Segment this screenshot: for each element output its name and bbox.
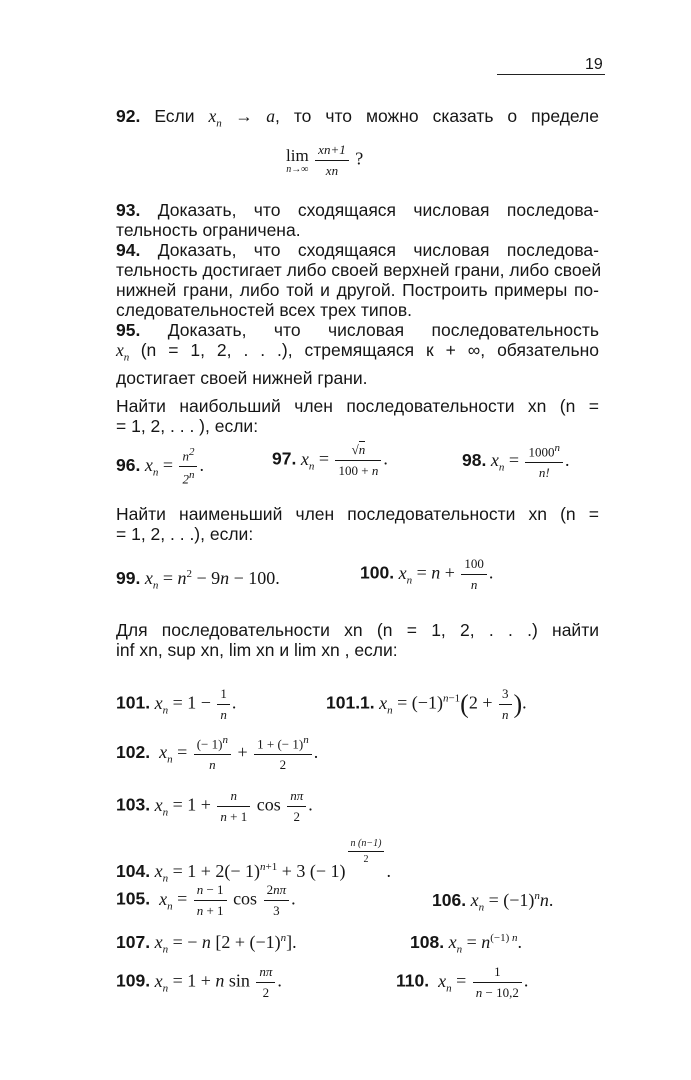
formula-107: 107. $x_n$ = − n $[2 + (-1)^n]$.: [116, 932, 297, 956]
problem-number: 92.: [116, 106, 141, 126]
formula-label: 110.: [396, 970, 430, 991]
formula-101: 101. $x_n = 1$ − $\frac{1}{n}$ .: [116, 686, 237, 722]
formula-label: 98.: [462, 449, 487, 470]
problem-93-line2: тельность ограничена.: [116, 220, 301, 240]
formula-label: 102.: [116, 741, 151, 762]
problem-number: 95.: [116, 320, 141, 340]
problem-number: 94.: [116, 240, 141, 260]
formula-label: 109.: [116, 970, 151, 991]
instruction-min-line2: = 1, 2, . . .), если:: [116, 524, 254, 544]
instruction-min: [116, 504, 599, 544]
formula-label: 101.1.: [326, 692, 375, 713]
instruction-infsup-line1: Для последовательности xn (n = 1, 2, . . .) найти: [116, 620, 599, 640]
problem-95-line2: (n = 1, 2, . . .), стремящаяся к + ∞, обязательно: [140, 340, 599, 360]
formula-108: 108. $x_n = n^{(-1) n}$.: [410, 932, 522, 956]
formula-103: 103. $x_n = 1$ + $\frac{n}{n + 1}$ cos $\frac{n\pi}{2}$ .: [116, 788, 313, 824]
header-rule: [497, 74, 605, 75]
formula-106: 106. $x_n = (-1)^nn$.: [432, 890, 554, 914]
problem-92-text-a: Если: [154, 106, 209, 126]
formula-109: 109. $x_n = 1 + n$ sin $\frac{n\pi}{2}$ .: [116, 964, 282, 1000]
formula-102: 102. $x_n$ = $\frac{(- 1)^n}{n}$ + $\frac{1 + (- 1)^n}{2}$ .: [116, 734, 319, 773]
formula-label: 96.: [116, 454, 141, 475]
problem-number: 93.: [116, 200, 141, 220]
formula-97: 97. $x_n$ = $\frac{√n}{100 + n}$ .: [272, 442, 388, 478]
problem-94-line1: Доказать, что сходящаяся числовая последова-: [157, 240, 599, 260]
formula-label: 99.: [116, 568, 141, 588]
formula-96: 96. $x_n$ = $\frac{n^2}{2^n}$ .: [116, 446, 204, 487]
problem-95-line1: Доказать, что числовая последовательность: [167, 320, 599, 340]
formula-label: 106.: [432, 890, 467, 910]
frac-denominator: xn: [315, 160, 349, 179]
problem-94: [116, 240, 602, 320]
lim-subscript: n→∞: [286, 164, 309, 175]
problem-95: 95. Доказать, что числовая последовательность $x_n$ (n = 1, 2, . . .), стремящаяся к + ∞, обязательно достигает своей нижней грани.: [116, 320, 599, 388]
formula-105: 105. $x_n$ = $\frac{n - 1}{n + 1}$ cos $\frac{2n\pi}{3}$ .: [116, 882, 296, 918]
formula-98: 98. $x_n$ = $\frac{1000^n}{n!}$ .: [462, 442, 570, 481]
question-mark: ?: [355, 148, 364, 169]
instruction-max-line1: Найти наибольший член последовательности xn (n =: [116, 396, 599, 416]
instruction-max-line2: = 1, 2, . . . ), если:: [116, 416, 259, 436]
formula-label: 97.: [272, 448, 297, 469]
formula-label: 107.: [116, 932, 151, 952]
formula-110: 110. $x_n$ = $\frac{1}{n - 10,2}$ .: [396, 964, 529, 1000]
formula-label: 108.: [410, 932, 445, 952]
page-number: 19: [585, 56, 603, 73]
formula-label: 105.: [116, 888, 151, 909]
formula-101-1: 101.1. $x_n = (-1)^{n-1}(2$ + $\frac{3}{n}$ ).: [326, 686, 527, 722]
instruction-infsup-line2: inf xn, sup xn, lim xn и lim xn , если:: [116, 640, 398, 660]
problem-94-line3: нижней грани, либо той и другой. Построить примеры по-: [116, 280, 599, 300]
formula-label: 104.: [116, 861, 151, 881]
formula-100: 100. $x_n = n$ + $\frac{100}{n}$ .: [360, 556, 494, 592]
problem-94-line2: тельность достигает либо своей верхней грани, либо своей: [116, 260, 602, 280]
problem-92-text-b: , то что можно сказать о пределе: [275, 106, 599, 126]
formula-99: 99. $x_n = n^2 - 9n - 100$.: [116, 568, 280, 592]
formula-label: 101.: [116, 692, 151, 713]
limit-formula-92: [286, 142, 363, 179]
lim-word: lim: [286, 146, 309, 165]
formula-104: 104. $x_n = 1 + 2(- 1)^{n+1} + 3$ (− 1) $^{\frac{n (n-1)}{2}}$ .: [116, 838, 391, 885]
problem-95-line3: достигает своей нижней грани.: [116, 367, 368, 388]
instruction-infsup: [116, 620, 599, 660]
instruction-min-line1: Найти наименьший член последовательности xn (n =: [116, 504, 599, 524]
problem-94-line4: следовательностей всех трех типов.: [116, 300, 413, 320]
problem-93: [116, 200, 599, 240]
problem-92: 92. Если $x_n \to a$, то что можно сказать о пределе: [116, 106, 599, 130]
formula-label: 100.: [360, 562, 395, 583]
problem-93-line1: Доказать, что сходящаяся числовая последова-: [157, 200, 599, 220]
frac-numerator: xn+1: [318, 142, 346, 157]
instruction-max: [116, 396, 599, 436]
formula-label: 103.: [116, 794, 151, 815]
